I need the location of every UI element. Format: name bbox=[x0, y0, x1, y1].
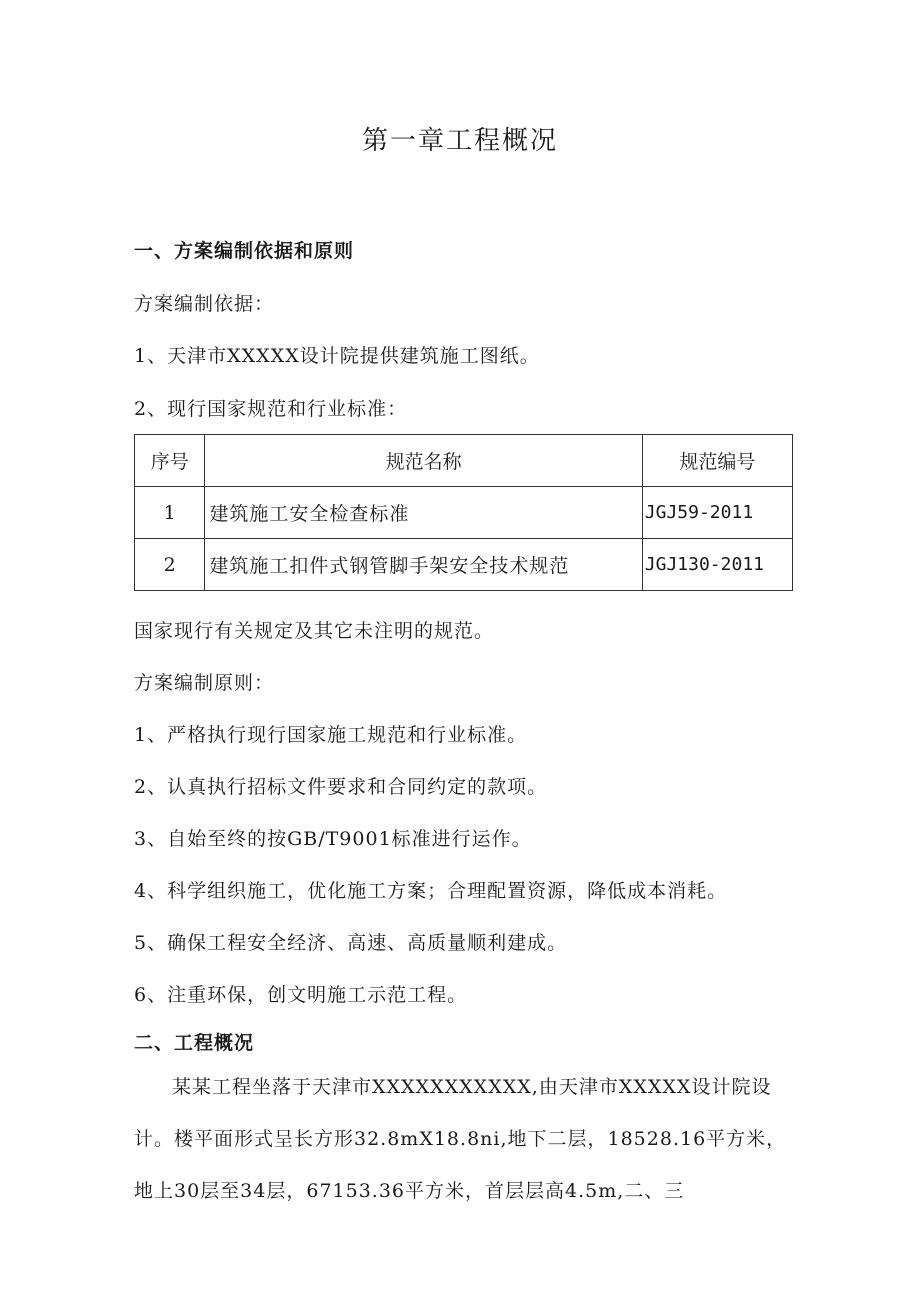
standards-table bbox=[134, 434, 793, 591]
row-code: JGJ59-2011 bbox=[642, 487, 792, 539]
section2-heading: 二、工程概况 bbox=[134, 1032, 255, 1054]
header-code: 规范编号 bbox=[642, 435, 792, 487]
overview-paragraph: 某某工程坐落于天津市XXXXXXXXXXX,由天津市XXXXX设计院设计。楼平面形式呈长方形32.8mX18.8ni,地下二层，18528.16平方米，地上30层至34层，67153.36平方米，首层层高4.5m,二、三 bbox=[134, 1076, 787, 1202]
principle-item-5: 5、确保工程安全经济、高速、高质量顺利建成。 bbox=[134, 932, 568, 954]
chapter-title: 第一章工程概况 bbox=[361, 126, 558, 156]
table-row bbox=[135, 487, 793, 539]
row-name: 建筑施工扣件式钢管脚手架安全技术规范 bbox=[205, 539, 642, 591]
row-name: 建筑施工安全检查标准 bbox=[205, 487, 642, 539]
header-name: 规范名称 bbox=[205, 435, 642, 487]
principle-item-2: 2、认真执行招标文件要求和合同约定的款项。 bbox=[134, 776, 548, 798]
row-no: 1 bbox=[135, 487, 205, 539]
row-no: 2 bbox=[135, 539, 205, 591]
principle-item-1: 1、严格执行现行国家施工规范和行业标准。 bbox=[134, 724, 528, 746]
table-row bbox=[135, 539, 793, 591]
principle-item-6: 6、注重环保，创文明施工示范工程。 bbox=[134, 984, 468, 1006]
table-header-row bbox=[135, 435, 793, 487]
row-code: JGJ130-2011 bbox=[642, 539, 792, 591]
principle-label: 方案编制原则： bbox=[134, 672, 275, 694]
header-no: 序号 bbox=[135, 435, 205, 487]
principle-item-3: 3、自始至终的按GB/T9001标准进行运作。 bbox=[134, 828, 532, 850]
basis-item-1: 1、天津市XXXXX设计院提供建筑施工图纸。 bbox=[134, 345, 540, 367]
basis-item-2: 2、现行国家规范和行业标准： bbox=[134, 398, 408, 420]
section1-heading: 一、方案编制依据和原则 bbox=[134, 240, 355, 262]
principle-item-4: 4、科学组织施工，优化施工方案；合理配置资源，降低成本消耗。 bbox=[134, 880, 728, 902]
after-table-text: 国家现行有关规定及其它未注明的规范。 bbox=[134, 620, 495, 642]
basis-label: 方案编制依据： bbox=[134, 293, 275, 315]
